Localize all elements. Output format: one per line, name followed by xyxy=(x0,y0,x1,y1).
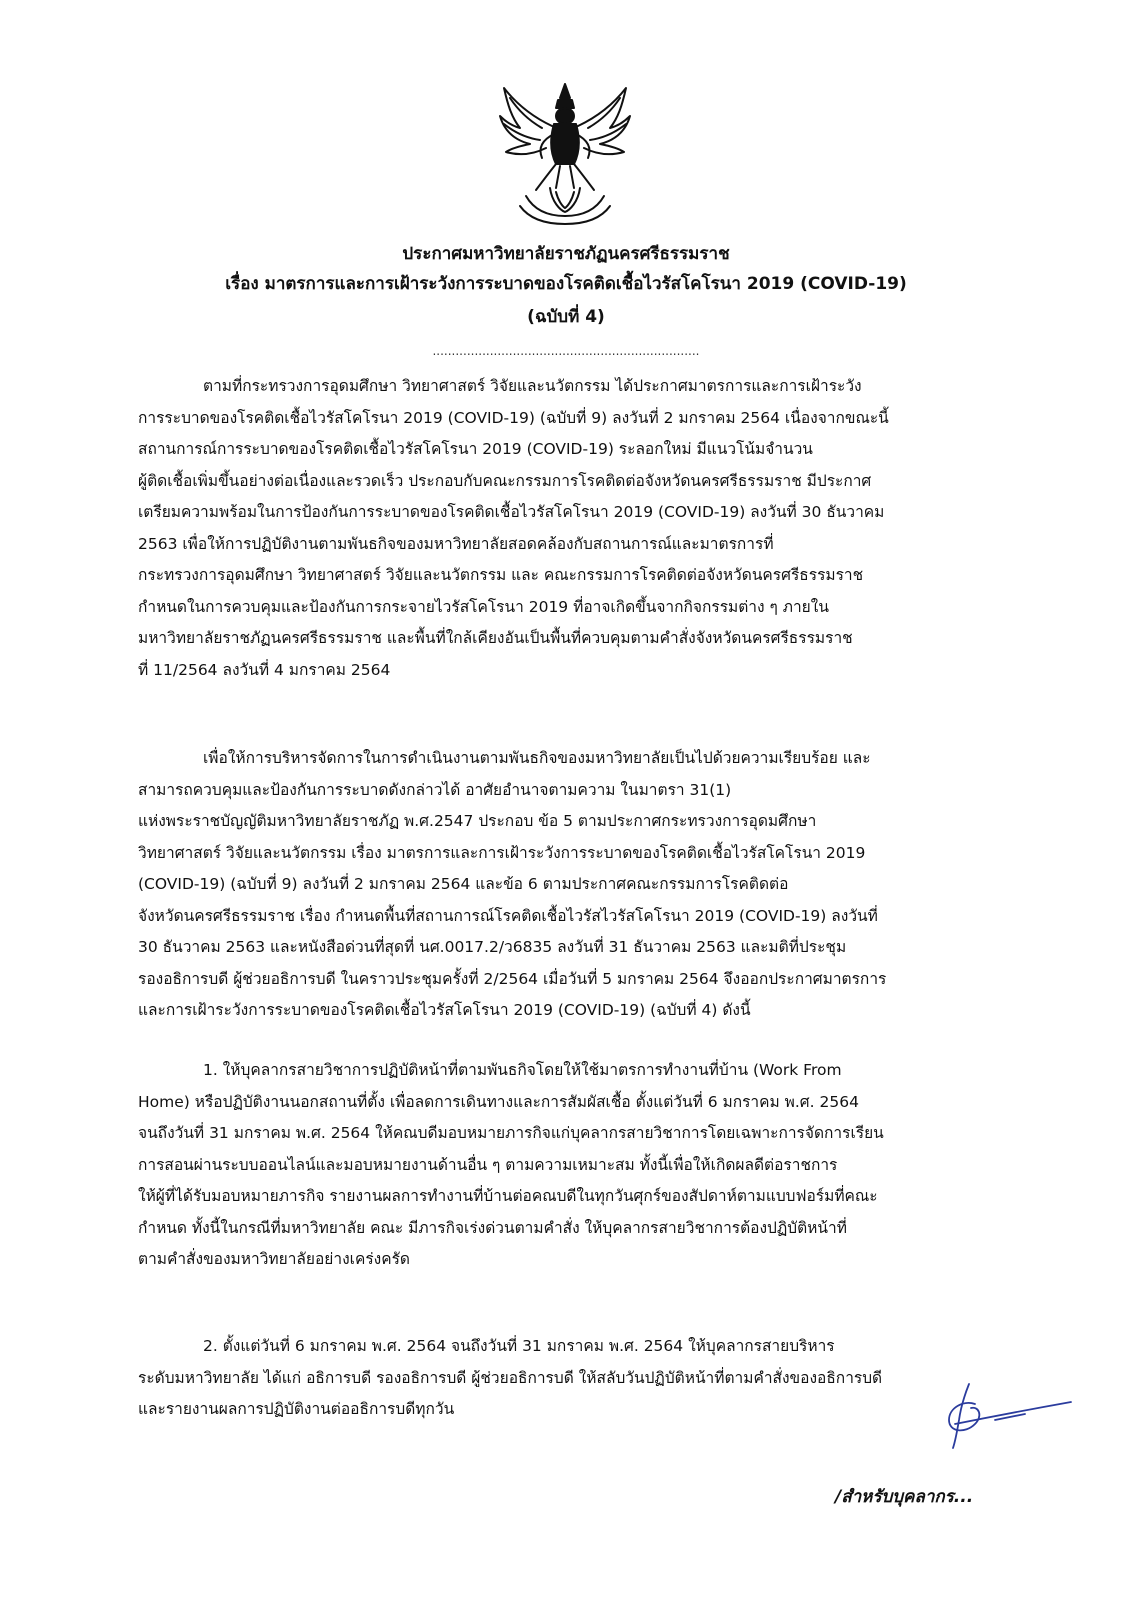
paragraph-line: ผู้ติดเชื้อเพิ่มขึ้นอย่างต่อเนื่องและรวดเร็ว ประกอบกับคณะกรรมการโรคติดต่อจังหวัดนครศรีธรรมราช มีประกาศ xyxy=(138,471,872,490)
paragraph-line: 30 ธันวาคม 2563 และหนังสือด่วนที่สุดที่ นศ.0017.2/ว6835 ลงวันที่ 31 ธันวาคม 2563 และมติที่ประชุม xyxy=(138,938,847,956)
paragraph-line: ที่ 11/2564 ลงวันที่ 4 มกราคม 2564 xyxy=(138,660,391,679)
paragraph-line: ให้ผู้ที่ได้รับมอบหมายภารกิจ รายงานผลการทำงานที่บ้านต่อคณบดีในทุกวันศุกร์ของสัปดาห์ตามแบบฟอร์มที่คณะ xyxy=(138,1187,878,1205)
paragraph-line: มหาวิทยาลัยราชภัฏนครศรีธรรมราช และพื้นที่ใกล้เคียงอันเป็นพื้นที่ควบคุมตามคำสั่งจังหวัดนครศรีธรรมราช xyxy=(138,629,853,647)
paragraph-line: และรายงานผลการปฏิบัติงานต่ออธิการบดีทุกวัน xyxy=(138,1400,455,1418)
paragraph-line: กระทรวงการอุดมศึกษา วิทยาศาสตร์ วิจัยและนวัตกรรม และ คณะกรรมการโรคติดต่อจังหวัดนครศรีธรรมราช xyxy=(138,566,864,584)
paragraph-line: สามารถควบคุมและป้องกันการระบาดดังกล่าวได้ อาศัยอำนาจตามความ ในมาตรา 31(1) xyxy=(138,780,732,799)
paragraph-line: 1. ให้บุคลากรสายวิชาการปฏิบัติหน้าที่ตามพันธกิจโดยให้ใช้มาตรการทำงานที่บ้าน (Work From xyxy=(203,1061,842,1079)
paragraph-line: เพื่อให้การบริหารจัดการในการดำเนินงานตามพันธกิจของมหาวิทยาลัยเป็นไปด้วยความเรียบร้อย และ xyxy=(203,749,871,767)
document-title: ประกาศมหาวิทยาลัยราชภัฏนครศรีธรรมราช xyxy=(402,244,730,264)
title-separator: ...................................................................... xyxy=(432,344,700,358)
paragraph-line: จังหวัดนครศรีธรรมราช เรื่อง กำหนดพื้นที่สถานการณ์โรคติดเชื้อไวรัสไวรัสโคโรนา 2019 (COVID-19) ลงวันที่ xyxy=(138,906,878,925)
paragraph-background xyxy=(138,371,1018,686)
measure-item-1 xyxy=(138,1055,1018,1276)
document-subject: เรื่อง มาตรการและการเฝ้าระวังการระบาดของโรคติดเชื้อไวรัสโคโรนา 2019 (COVID-19) xyxy=(225,274,907,294)
paragraph-line: 2563 เพื่อให้การปฏิบัติงานตามพันธกิจของมหาวิทยาลัยสอดคล้องกับสถานการณ์และมาตรการที่ xyxy=(138,534,774,553)
paragraph-line: รองอธิการบดี ผู้ช่วยอธิการบดี ในคราวประชุมครั้งที่ 2/2564 เมื่อวันที่ 5 มกราคม 2564 จึงออกประกาศมาตรการ xyxy=(138,969,887,988)
paragraph-line: สถานการณ์การระบาดของโรคติดเชื้อไวรัสโคโรนา 2019 (COVID-19) ระลอกใหม่ มีแนวโน้มจำนวน xyxy=(138,440,813,458)
continuation-note: /สำหรับบุคลากร... xyxy=(835,1487,974,1507)
paragraph-line: Home) หรือปฏิบัติงานนอกสถานที่ตั้ง เพื่อลดการเดินทางและการสัมผัสเชื้อ ตั้งแต่วันที่ 6 มกราคม พ.ศ. 2564 xyxy=(138,1092,859,1111)
paragraph-line: ตามคำสั่งของมหาวิทยาลัยอย่างเคร่งครัด xyxy=(138,1250,410,1268)
paragraph-line: การระบาดของโรคติดเชื้อไวรัสโคโรนา 2019 (COVID-19) (ฉบับที่ 9) ลงวันที่ 2 มกราคม 2564 เนื่องจากขณะนี้ xyxy=(138,408,889,427)
document-issue-number: (ฉบับที่ 4) xyxy=(527,307,605,327)
paragraph-line: กำหนด ทั้งนี้ในกรณีที่มหาวิทยาลัย คณะ มีภารกิจเร่งด่วนตามคำสั่ง ให้บุคลากรสายวิชาการต้องปฏิบัติหน้าที่ xyxy=(138,1218,847,1237)
paragraph-line: จนถึงวันที่ 31 มกราคม พ.ศ. 2564 ให้คณบดีมอบหมายภารกิจแก่บุคลากรสายวิชาการโดยเฉพาะการจัดการเรียน xyxy=(138,1124,884,1142)
handwritten-signature xyxy=(935,1380,1075,1450)
paragraph-line: วิทยาศาสตร์ วิจัยและนวัตกรรม เรื่อง มาตรการและการเฝ้าระวังการระบาดของโรคติดเชื้อไวรัสโคโรนา 2019 xyxy=(138,843,866,862)
paragraph-authority xyxy=(138,743,1018,1027)
paragraph-line: ตามที่กระทรวงการอุดมศึกษา วิทยาศาสตร์ วิจัยและนวัตกรรม ได้ประกาศมาตรการและการเฝ้าระวัง xyxy=(203,377,862,395)
paragraph-line: กำหนดในการควบคุมและป้องกันการกระจายไวรัสโคโรนา 2019 ที่อาจเกิดขึ้นจากกิจกรรมต่าง ๆ ภายใน xyxy=(138,597,829,616)
paragraph-line: 2. ตั้งแต่วันที่ 6 มกราคม พ.ศ. 2564 จนถึงวันที่ 31 มกราคม พ.ศ. 2564 ให้บุคลากรสายบริหาร xyxy=(203,1337,835,1355)
garuda-emblem-icon xyxy=(490,78,640,228)
paragraph-line: เตรียมความพร้อมในการป้องกันการระบาดของโรคติดเชื้อไวรัสโคโรนา 2019 (COVID-19) ลงวันที่ 30 ธันวาคม xyxy=(138,503,885,521)
paragraph-line: ระดับมหาวิทยาลัย ได้แก่ อธิการบดี รองอธิการบดี ผู้ช่วยอธิการบดี ให้สลับวันปฏิบัติหน้าที่ตามคำสั่งของอธิการบดี xyxy=(138,1368,883,1387)
measure-item-2 xyxy=(138,1331,1018,1426)
paragraph-line: การสอนผ่านระบบออนไลน์และมอบหมายงานด้านอื่น ๆ ตามความเหมาะสม ทั้งนี้เพื่อให้เกิดผลดีต่อราชการ xyxy=(138,1155,838,1174)
paragraph-line: (COVID-19) (ฉบับที่ 9) ลงวันที่ 2 มกราคม 2564 และข้อ 6 ตามประกาศคณะกรรมการโรคติดต่อ xyxy=(138,875,789,893)
paragraph-line: แห่งพระราชบัญญัติมหาวิทยาลัยราชภัฏ พ.ศ.2547 ประกอบ ข้อ 5 ตามประกาศกระทรวงการอุดมศึกษา xyxy=(138,812,817,830)
paragraph-line: และการเฝ้าระวังการระบาดของโรคติดเชื้อไวรัสโคโรนา 2019 (COVID-19) (ฉบับที่ 4) ดังนี้ xyxy=(138,1001,751,1019)
